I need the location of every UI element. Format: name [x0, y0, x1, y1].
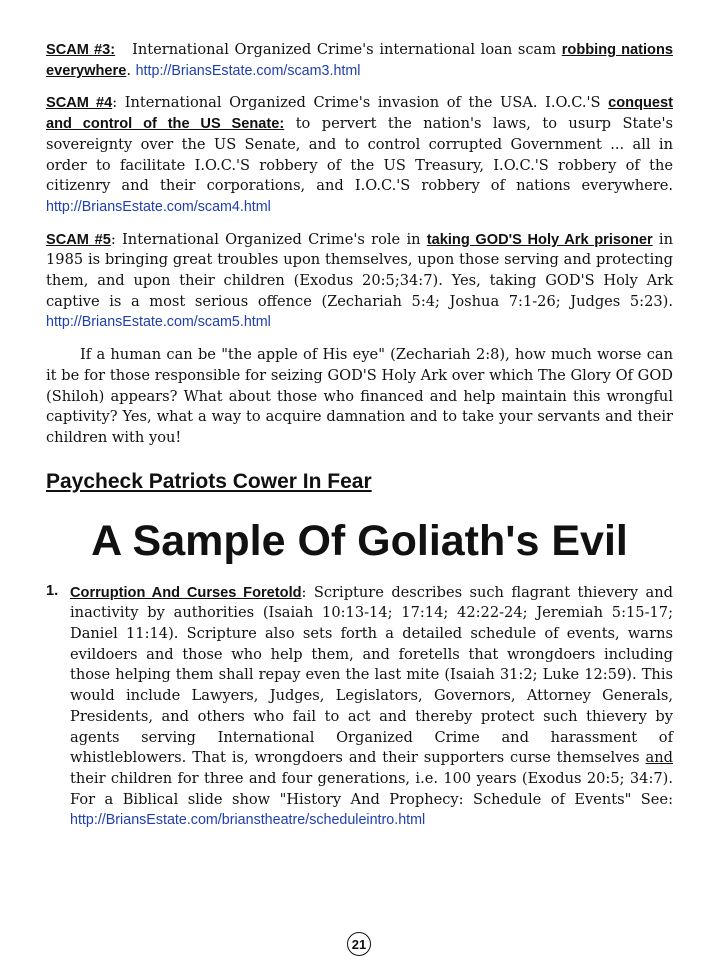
scam5-emphasis: taking GOD'S Holy Ark prisoner [426, 231, 653, 248]
scam5-label: SCAM #5 [46, 231, 111, 248]
item-text-end: their children for three and four generations, i.e. 100 years (Exodus 20:5; 34:7). For a Biblical slide show "History And Prophecy: Schedule of Events" See: [70, 769, 673, 808]
scam4-emphasis: conquest and control of the US Senate: [46, 95, 674, 133]
main-title: A Sample Of Goliath's Evil [91, 516, 628, 565]
item-link[interactable]: http://BriansEstate.com/brianstheatre/scheduleintro.html [70, 812, 426, 829]
page-number: 21 [347, 932, 371, 956]
apple-paragraph: If a human can be "the apple of His eye" (Zechariah 2:8), how much worse can it be for those responsible for seizing GOD'S Holy Ark over which The Glory Of GOD (Shiloh) appears? What about those who financed and help maintain this wrongful captivity? Yes, what a way to acquire damnation and to take your servants and their children with you! [46, 346, 673, 446]
scam4-paragraph [46, 93, 673, 217]
scam5-text: : International Organized Crime's role in [110, 230, 427, 248]
item-number: 1. [46, 582, 59, 599]
scam5-paragraph [46, 230, 673, 334]
item-heading: Corruption And Curses Foretold [70, 584, 302, 601]
scam4-text: : International Organized Crime's invasion of the USA. I.O.C.'S [112, 94, 609, 112]
list-item [46, 583, 673, 831]
scam3-emphasis: robbing nations everywhere [46, 42, 673, 79]
scam3-link[interactable]: http://BriansEstate.com/scam3.html [135, 62, 361, 79]
scam3-text-end: . [126, 61, 136, 79]
scam3-paragraph [46, 40, 673, 81]
item-text: : Scripture describes such flagrant thievery and inactivity by authorities (Isaiah 10:13-14; 17:14; 42:22-24; Jeremiah 5:15-17; Daniel 11:14). Scripture also sets forth a detailed schedule of events, warns evildoers and those who help them, and foretells that wrongdoers including those helping them shall repay even the last mite (Isaiah 31:2; Luke 12:59). This would include Lawyers, Judges, Legislators, Governors, Attorney Generals, Presidents, and others who fail to act and thereby protect such thievery by agents serving International Organized Crime and harassment of whistleblowers. That is, wrongdoers and their supporters curse themselves [70, 583, 673, 767]
scam5-text-end: in 1985 is bringing great troubles upon themselves, upon those serving and protecting them, and upon their children (Exodus 20:5;34:7). Yes, taking GOD'S Holy Ark captive is a most serious offence (Zechariah 5:4; Joshua 7:1-26; Judges 5:23). [46, 230, 673, 310]
scam3-text: International Organized Crime's international loan scam [132, 41, 562, 58]
scam5-link[interactable]: http://BriansEstate.com/scam5.html [46, 314, 271, 331]
item-paragraph [70, 583, 673, 831]
item-underlined-word: and [645, 749, 673, 767]
section-heading: Paycheck Patriots Cower In Fear [46, 469, 372, 493]
scam4-label: SCAM #4 [46, 95, 113, 112]
scam3-label: SCAM #3: [46, 42, 116, 58]
scam4-text-end: to pervert the nation's laws, to usurp State's sovereignty over the US Senate, and to control corrupted Government ... all in order to facilitate I.O.C.'S robbery of the US Treasury, I.O.C.'S robbery of the citizenry and their corporations, and I.O.C.'S robbery of nations everywhere. [46, 115, 674, 195]
scam4-link[interactable]: http://BriansEstate.com/scam4.html [46, 198, 271, 215]
